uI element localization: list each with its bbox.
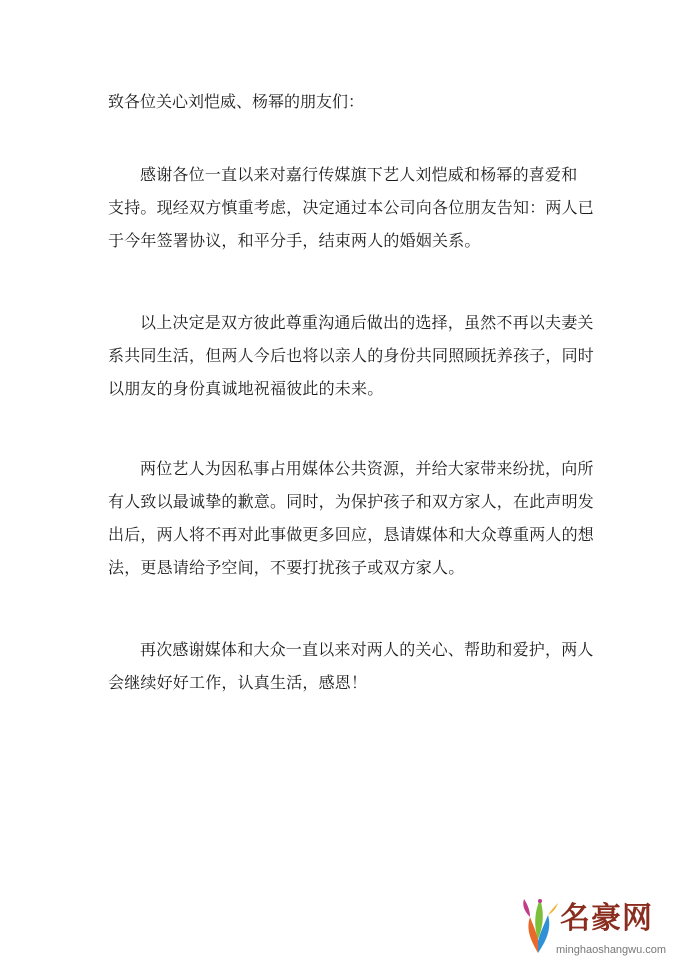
leaf-flame-logo-icon <box>516 895 560 955</box>
paragraph-line: 支持。现经双方慎重考虑，决定通过本公司向各位朋友告知：两人已 <box>108 198 595 217</box>
paragraph-line: 感谢各位一直以来对嘉行传媒旗下艺人刘恺威和杨幂的喜爱和 <box>140 165 578 184</box>
site-watermark <box>516 895 684 967</box>
paragraph-decision <box>108 306 595 405</box>
paragraph-line: 会继续好好工作，认真生活，感恩！ <box>108 673 368 692</box>
paragraph-line: 系共同生活，但两人今后也将以亲人的身份共同照顾抚养孩子，同时 <box>108 346 595 365</box>
paragraph-line: 于今年签署协议，和平分手，结束两人的婚姻关系。 <box>108 231 481 250</box>
paragraph-closing <box>108 633 594 699</box>
watermark-brand: 名豪网 <box>560 901 653 936</box>
paragraph-line: 两位艺人为因私事占用媒体公共资源，并给大家带来纷扰，向所 <box>140 459 594 478</box>
paragraph-line: 法，更恳请给予空间，不要打扰孩子或双方家人。 <box>108 558 465 577</box>
paragraph-line: 以上决定是双方彼此尊重沟通后做出的选择，虽然不再以夫妻关 <box>140 313 594 332</box>
paragraph-line: 有人致以最诚挚的歉意。同时，为保护孩子和双方家人，在此声明发 <box>108 492 595 511</box>
paragraph-line: 出后，两人将不再对此事做更多回应，恳请媒体和大众尊重两人的想 <box>108 525 595 544</box>
paragraph-line: 以朋友的身份真诚地祝福彼此的未来。 <box>108 379 384 398</box>
watermark-url: minghaoshangwu.com <box>556 944 667 956</box>
paragraph-thanks <box>108 158 595 257</box>
letter-salutation: 致各位关心刘恺威、杨幂的朋友们： <box>108 92 365 111</box>
paragraph-apology <box>108 452 595 584</box>
paragraph-line: 再次感谢媒体和大众一直以来对两人的关心、帮助和爱护，两人 <box>140 640 594 659</box>
